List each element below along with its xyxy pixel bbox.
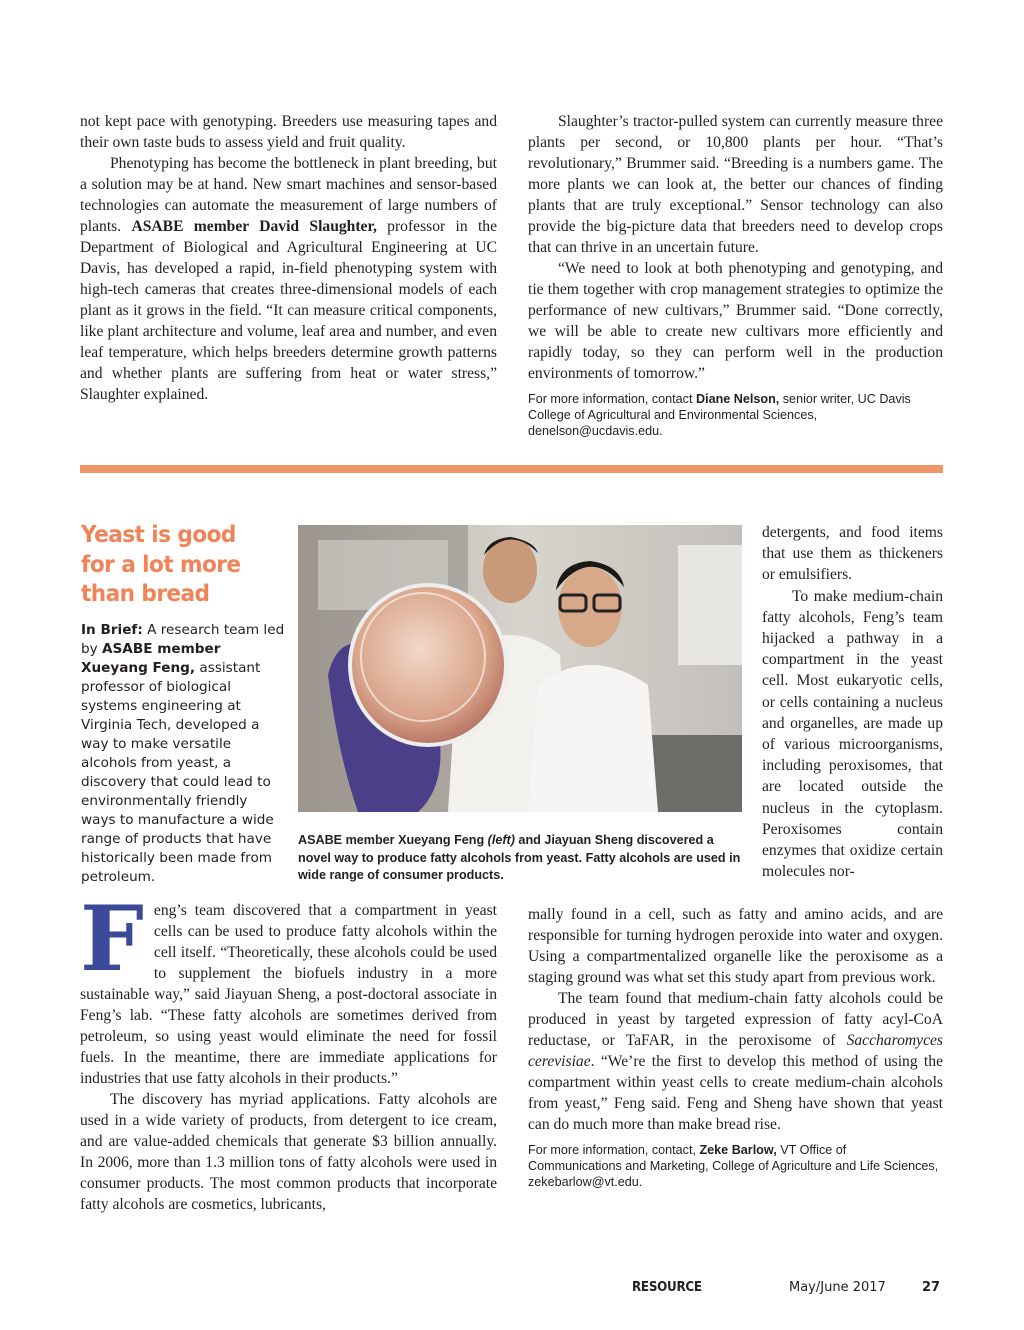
- narrow-column: [762, 522, 943, 882]
- paragraph: [528, 988, 943, 1135]
- brief-label: In Brief:: [81, 622, 143, 638]
- italic-text: Saccharomyces cerevisiae: [528, 1032, 943, 1070]
- in-brief: [81, 621, 286, 887]
- paragraph: [80, 886, 497, 1089]
- paragraph: “We need to look at both phenotyping and genotyping, and tie them together with crop management strategies to optimize the performance of new cultivars,” Brummer said. “Done correctly, we will be able to create new cultivars more efficiently and rapidly today, so they can perform well in the production environments of tomorrow.”: [528, 260, 943, 382]
- article-photo: [298, 525, 742, 812]
- italic-text: (left): [487, 833, 515, 847]
- contact-name: Diane Nelson,: [695, 392, 780, 406]
- article-headline: Yeast is good for a lot more than bread: [81, 522, 241, 607]
- text: professor in the Department of Biological and Agricultural Engineering at UC Davis, has developed a rapid, in-field phenotyping system with high-tech cameras that creates three-dimensional models of each plant as it grows in the field. “It can measure critical components, like plant architecture and volume, leaf area and number, and even leaf temperature, which helps breeders determine growth patterns and whether plants are suffering from heat or water stress,” Slaughter explained.: [80, 218, 498, 403]
- contact-name: Zeke Barlow,: [699, 1143, 777, 1157]
- text: For more information, contact,: [528, 1143, 700, 1157]
- bottom-left-column: [80, 886, 497, 1215]
- contact-info: [528, 1142, 943, 1190]
- photo-caption: [298, 832, 748, 885]
- text: assistant professor of biological systems engineering at Virginia Tech, developed a way to make versatile alcohols from yeast, a discovery that could lead to environmentally friendly ways to manufacture a wide range of products that have historically been made from petroleum.: [81, 660, 274, 885]
- page-footer: [0, 1280, 1024, 1300]
- text: Phenotyping has become the bottleneck in plant breeding, but a solution may be at hand. New smart machines and sensor-based technologies can automate the measurement of large numbers of plants.: [80, 155, 497, 235]
- top-right-column: [528, 111, 943, 439]
- bold-text: ASABE member David Slaughter,: [131, 218, 377, 235]
- paragraph: detergents, and food items that use them as thickeners or emulsifiers.: [762, 524, 943, 584]
- text: The team found that medium-chain fatty alcohols could be produced in yeast by targeted expression of fatty acyl-CoA reductase, or TaFAR, in the peroxisome of: [528, 990, 943, 1049]
- text: VT Office of Communications and Marketing, College of Agriculture and Life Sciences, zekebarlow@vt.edu.: [528, 1143, 939, 1189]
- bold-text: ASABE member Xueyang Feng,: [81, 641, 221, 676]
- text: eng’s team discovered that a compartment in yeast cells can be used to produce fatty alcohols within the cell itself. “Theoretically, these alcohols could be used to supplement the biofuels industry in a more sustainable way,” said Jiayuan Sheng, a post-doctoral associate in Feng’s lab. “These fatty alcohols are sometimes derived from petroleum, so using yeast would eliminate the need for fossil fuels. In the meantime, there are immediate applications for industries that use fatty alcohols in their products.”: [80, 902, 497, 1087]
- paragraph: To make medium-chain fatty alcohols, Feng’s team hijacked a pathway in a compartment in the yeast cell. Most eukaryotic cells, or cells containing a nucleus and organelles, are made up of various microorganisms, including peroxisomes, that are located outside the nucleus in the cytoplasm. Peroxisomes contain enzymes that oxidize certain molecules nor-: [762, 587, 943, 881]
- paragraph: not kept pace with genotyping. Breeders use measuring tapes and their own taste buds to assess yield and fruit quality.: [80, 113, 497, 151]
- text: ASABE member Xueyang Feng: [298, 833, 488, 847]
- bottom-right-column: [528, 904, 943, 1190]
- paragraph: Slaughter’s tractor-pulled system can currently measure three plants per second, or 10,800 plants per hour. “That’s revolutionary,” Brummer said. “Breeding is a numbers game. The more plants we can look at, the better our chances of finding plants that are truly exceptional.” Sensor technology can also provide the big-picture data that breeders need to develop crops that can thrive in an uncertain future.: [528, 113, 943, 256]
- paragraph: [80, 153, 497, 405]
- text: senior writer, UC Davis College of Agricultural and Environmental Sciences, denelson@ucdavis.edu.: [528, 392, 911, 438]
- magazine-name: RESOURCE: [632, 1280, 702, 1295]
- lab-photo-illustration: [298, 525, 742, 812]
- paragraph: The discovery has myriad applications. Fatty alcohols are used in a wide variety of products, from detergent to ice cream, and are value-added chemicals that generate $3 billion annually. In 2006, more than 1.3 million tons of fatty alcohols were used in consumer products. The most common products that incorporate fatty alcohols are cosmetics, lubricants,: [80, 1091, 497, 1213]
- section-divider: [80, 465, 943, 473]
- page-number: 27: [922, 1280, 941, 1295]
- text: . “We’re the first to develop this method of using the compartment within yeast cells to create medium-chain alcohols from yeast,” Feng said. Feng and Sheng have shown that yeast can do much more than make bread rise.: [528, 1053, 943, 1133]
- text: A research team led by: [81, 622, 285, 657]
- contact-info: [528, 391, 943, 439]
- top-left-column: [80, 111, 497, 405]
- issue-date: May/June 2017: [789, 1280, 886, 1295]
- drop-cap: F: [80, 886, 144, 992]
- paragraph: mally found in a cell, such as fatty and amino acids, and are responsible for turning hydrogen peroxide into water and oxygen. Using a compartmentalized organelle like the peroxisome as a staging ground was what set this study apart from previous work.: [528, 906, 943, 986]
- text: For more information, contact: [528, 392, 696, 406]
- text: and Jiayuan Sheng discovered a novel way to produce fatty alcohols from yeast. Fatty alcohols are used in wide range of consumer products.: [298, 833, 741, 882]
